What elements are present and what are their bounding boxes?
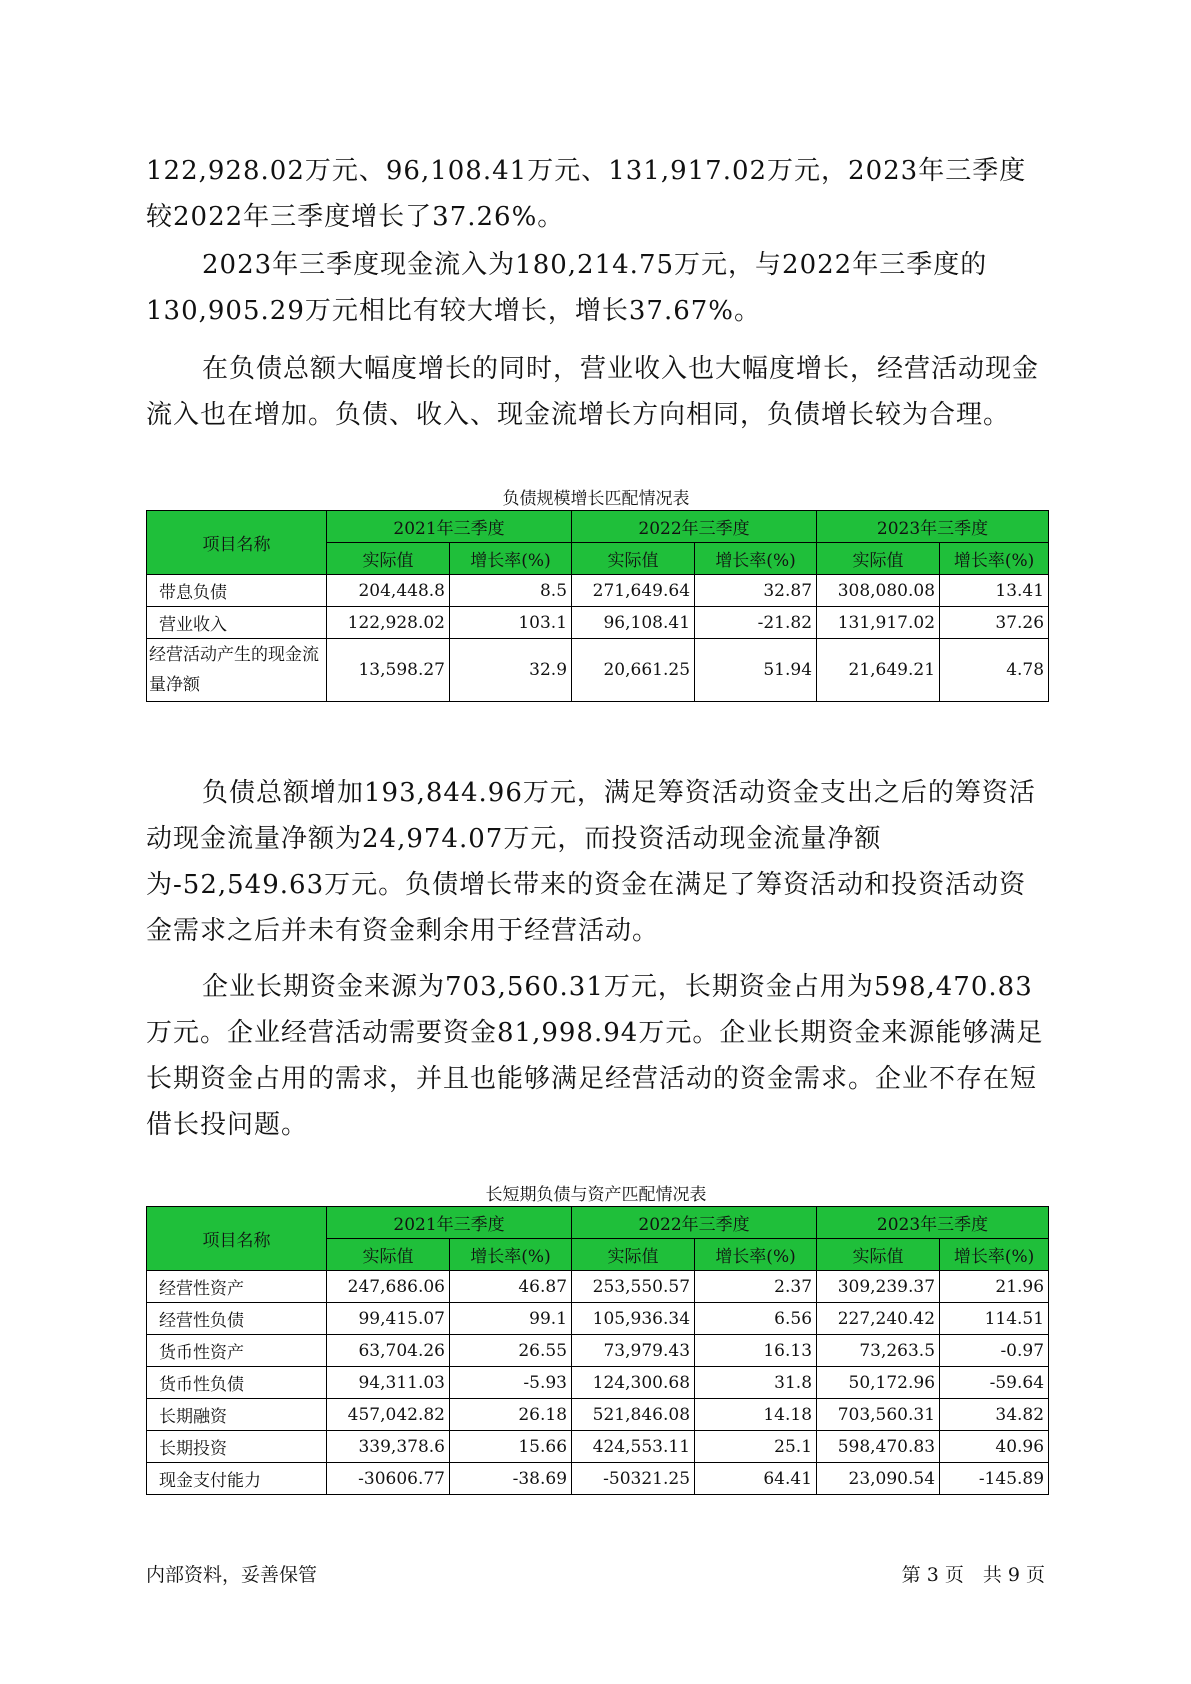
cell-value: 99,415.07 <box>327 1303 450 1335</box>
cell-value: -5.93 <box>450 1367 572 1399</box>
cell-value: 103.1 <box>450 607 572 639</box>
cell-value: 339,378.6 <box>327 1431 450 1463</box>
header-growth: 增长率(%) <box>940 1239 1049 1271</box>
cell-value: 4.78 <box>940 639 1049 702</box>
cell-value: 8.5 <box>450 575 572 607</box>
paragraph-2: 2023年三季度现金流入为180,214.75万元，与2022年三季度的130,905.29万元相比有较大增长，增长37.67%。 <box>146 250 988 326</box>
header-actual: 实际值 <box>817 1239 940 1271</box>
table-row <box>147 607 1049 639</box>
cell-value: 99.1 <box>450 1303 572 1335</box>
table-row <box>147 1399 1049 1431</box>
row-label: 现金支付能力 <box>147 1463 327 1495</box>
row-label: 长期融资 <box>147 1399 327 1431</box>
cell-value: 204,448.8 <box>327 575 450 607</box>
footer-page-number: 第 3 页 共 9 页 <box>901 1564 1045 1586</box>
header-item-name: 项目名称 <box>147 1207 327 1271</box>
cell-value: 21.96 <box>940 1271 1049 1303</box>
cell-value: 13.41 <box>940 575 1049 607</box>
cell-value: -30606.77 <box>327 1463 450 1495</box>
cell-value: 122,928.02 <box>327 607 450 639</box>
cell-value: -38.69 <box>450 1463 572 1495</box>
maturity-match-table <box>146 1206 1049 1495</box>
cell-value: 131,917.02 <box>817 607 940 639</box>
cell-value: 14.18 <box>695 1399 817 1431</box>
table-row <box>147 1431 1049 1463</box>
cell-value: 21,649.21 <box>817 639 940 702</box>
row-label: 营业收入 <box>147 607 327 639</box>
cell-value: 31.8 <box>695 1367 817 1399</box>
table-row <box>147 1463 1049 1495</box>
row-label: 货币性负债 <box>147 1367 327 1399</box>
cell-value: 73,979.43 <box>572 1335 695 1367</box>
header-period: 2021年三季度 <box>327 1207 572 1239</box>
cell-value: 64.41 <box>695 1463 817 1495</box>
cell-value: 6.56 <box>695 1303 817 1335</box>
table-row <box>147 1303 1049 1335</box>
cell-value: 63,704.26 <box>327 1335 450 1367</box>
table-row <box>147 1367 1049 1399</box>
table-row <box>147 575 1049 607</box>
row-label: 带息负债 <box>147 575 327 607</box>
header-actual: 实际值 <box>572 543 695 575</box>
row-label: 经营性资产 <box>147 1271 327 1303</box>
cell-value: 309,239.37 <box>817 1271 940 1303</box>
cell-value: 34.82 <box>940 1399 1049 1431</box>
cell-value: 424,553.11 <box>572 1431 695 1463</box>
cell-value: 96,108.41 <box>572 607 695 639</box>
paragraph-5: 企业长期资金来源为703,560.31万元，长期资金占用为598,470.83万元。企业经营活动需要资金81,998.94万元。企业长期资金来源能够满足长期资金占用的需求，并且也能够满足经营活动的资金需求。企业不存在短借长投问题。 <box>146 972 1044 1140</box>
cell-value: -21.82 <box>695 607 817 639</box>
footer-confidential-note: 内部资料，妥善保管 <box>146 1564 318 1586</box>
cell-value: 23,090.54 <box>817 1463 940 1495</box>
cell-value: 32.9 <box>450 639 572 702</box>
debt-growth-table <box>146 510 1049 702</box>
cell-value: 521,846.08 <box>572 1399 695 1431</box>
cell-value: 227,240.42 <box>817 1303 940 1335</box>
row-label: 长期投资 <box>147 1431 327 1463</box>
header-period: 2022年三季度 <box>572 1207 817 1239</box>
cell-value: 46.87 <box>450 1271 572 1303</box>
cell-value: 271,649.64 <box>572 575 695 607</box>
header-actual: 实际值 <box>572 1239 695 1271</box>
header-actual: 实际值 <box>327 1239 450 1271</box>
header-growth: 增长率(%) <box>940 543 1049 575</box>
cell-value: -59.64 <box>940 1367 1049 1399</box>
table1-caption: 负债规模增长匹配情况表 <box>502 489 690 509</box>
header-growth: 增长率(%) <box>695 543 817 575</box>
row-label: 经营性负债 <box>147 1303 327 1335</box>
paragraph-1: 122,928.02万元、96,108.41万元、131,917.02万元，2023年三季度较2022年三季度增长了37.26%。 <box>146 156 1027 232</box>
cell-value: 253,550.57 <box>572 1271 695 1303</box>
header-growth: 增长率(%) <box>695 1239 817 1271</box>
cell-value: -50321.25 <box>572 1463 695 1495</box>
table-row <box>147 1271 1049 1303</box>
table-row <box>147 639 1049 702</box>
cell-value: 308,080.08 <box>817 575 940 607</box>
cell-value: -145.89 <box>940 1463 1049 1495</box>
table-row <box>147 1335 1049 1367</box>
cell-value: 247,686.06 <box>327 1271 450 1303</box>
row-label: 经营活动产生的现金流量净额 <box>147 639 327 702</box>
cell-value: 51.94 <box>695 639 817 702</box>
header-period: 2022年三季度 <box>572 511 817 543</box>
cell-value: 457,042.82 <box>327 1399 450 1431</box>
header-period: 2021年三季度 <box>327 511 572 543</box>
paragraph-3: 在负债总额大幅度增长的同时，营业收入也大幅度增长，经营活动现金流入也在增加。负债、收入、现金流增长方向相同，负债增长较为合理。 <box>146 354 1040 430</box>
cell-value: 26.55 <box>450 1335 572 1367</box>
cell-value: 13,598.27 <box>327 639 450 702</box>
header-actual: 实际值 <box>817 543 940 575</box>
header-item-name: 项目名称 <box>147 511 327 575</box>
cell-value: 105,936.34 <box>572 1303 695 1335</box>
cell-value: 598,470.83 <box>817 1431 940 1463</box>
cell-value: 15.66 <box>450 1431 572 1463</box>
row-label: 货币性资产 <box>147 1335 327 1367</box>
cell-value: 26.18 <box>450 1399 572 1431</box>
paragraph-4: 负债总额增加193,844.96万元，满足筹资活动资金支出之后的筹资活动现金流量净额为24,974.07万元，而投资活动现金流量净额为-52,549.63万元。负债增长带来的资金在满足了筹资活动和投资活动资金需求之后并未有资金剩余用于经营活动。 <box>146 778 1036 946</box>
header-actual: 实际值 <box>327 543 450 575</box>
cell-value: 16.13 <box>695 1335 817 1367</box>
cell-value: 2.37 <box>695 1271 817 1303</box>
header-period: 2023年三季度 <box>817 511 1049 543</box>
cell-value: 114.51 <box>940 1303 1049 1335</box>
header-period: 2023年三季度 <box>817 1207 1049 1239</box>
header-growth: 增长率(%) <box>450 543 572 575</box>
cell-value: 50,172.96 <box>817 1367 940 1399</box>
cell-value: 703,560.31 <box>817 1399 940 1431</box>
cell-value: 20,661.25 <box>572 639 695 702</box>
cell-value: 32.87 <box>695 575 817 607</box>
cell-value: 94,311.03 <box>327 1367 450 1399</box>
header-growth: 增长率(%) <box>450 1239 572 1271</box>
cell-value: 40.96 <box>940 1431 1049 1463</box>
cell-value: -0.97 <box>940 1335 1049 1367</box>
cell-value: 25.1 <box>695 1431 817 1463</box>
cell-value: 37.26 <box>940 607 1049 639</box>
cell-value: 73,263.5 <box>817 1335 940 1367</box>
table2-caption: 长短期负债与资产匹配情况表 <box>485 1185 707 1205</box>
cell-value: 124,300.68 <box>572 1367 695 1399</box>
